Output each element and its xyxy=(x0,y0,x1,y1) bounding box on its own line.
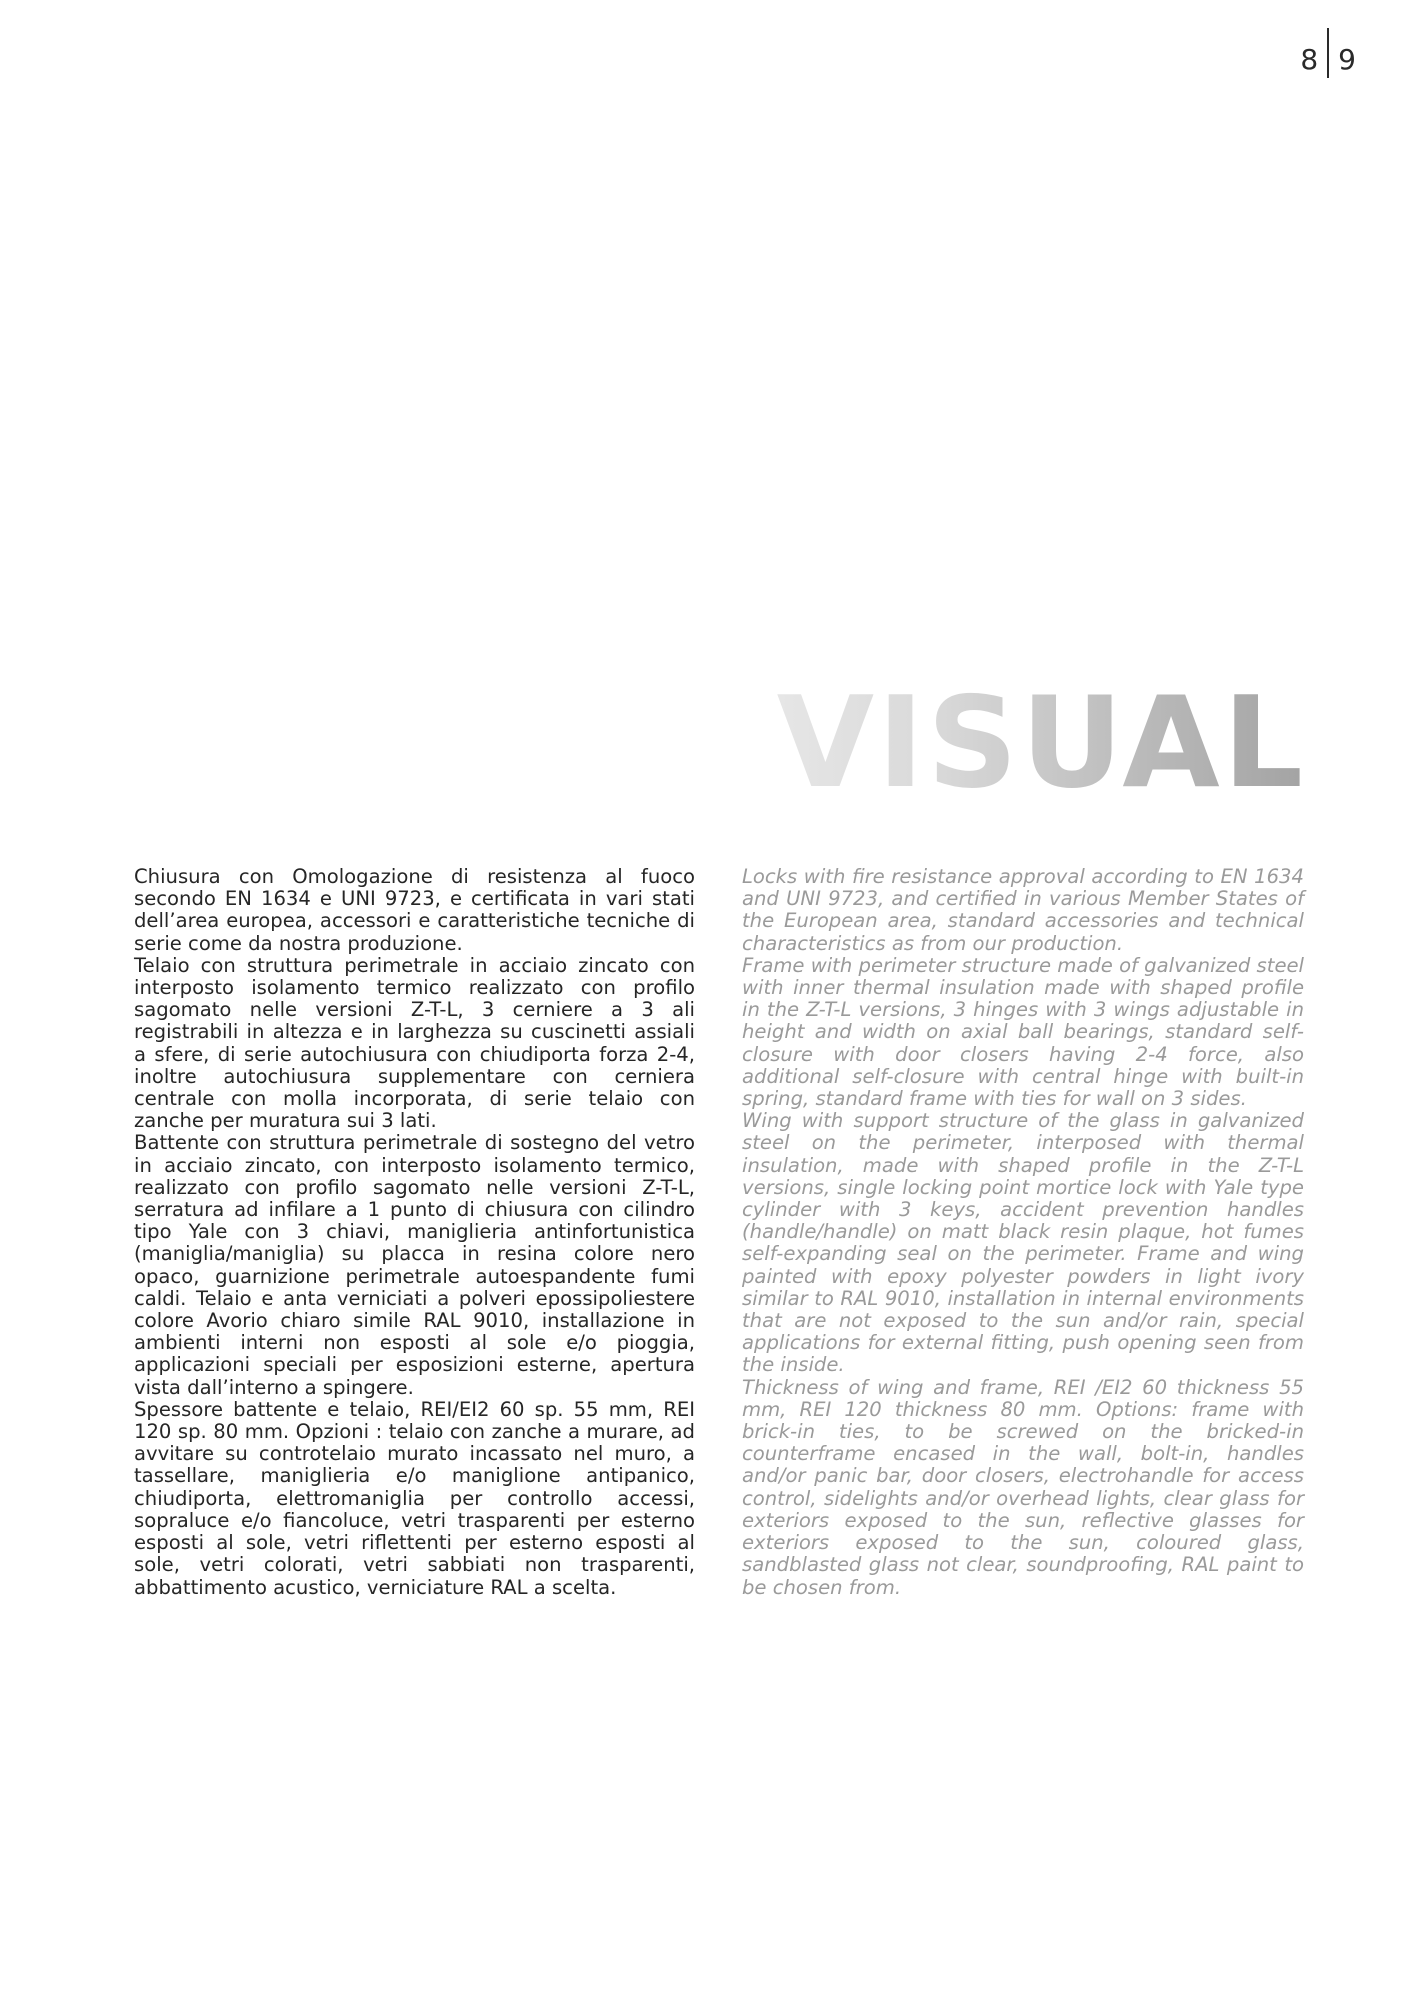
english-paragraph: Thickness of wing and frame, REI /EI2 60 thickness 55 mm, REI 120 thickness 80 mm. Options: frame with brick-in ties, to be screwed on the bricked-in counterframe encased in the wall, bolt-in, handles and/or panic bar, door closers, electrohandle for access control, sidelights and/or overhead lights, clear glass for exteriors exposed to the sun, reflective glasses for exteriors exposed to the sun, coloured glass, sandblasted glass not clear, soundproofing, RAL paint to be chosen from. xyxy=(742,1375,1304,1599)
italian-description xyxy=(134,866,695,1599)
italian-paragraph: Telaio con struttura perimetrale in acciaio zincato con interposto isolamento termico realizzato con profilo sagomato nelle versioni Z-T-L, 3 cerniere a 3 ali registrabili in altezza e in larghezza su cuscinetti assiali a sfere, di serie autochiusura con chiudiporta forza 2-4, inoltre autochiusura supplementare con cerniera centrale con molla incorporata, di serie telaio con zanche per muratura sui 3 lati. xyxy=(134,953,695,1133)
page-number-right: 9 xyxy=(1338,42,1356,76)
page-number-divider xyxy=(1327,28,1329,78)
page-number-left: 8 xyxy=(1300,42,1319,76)
italian-paragraph: Spessore battente e telaio, REI/EI2 60 sp. 55 mm, REI 120 sp. 80 mm. Opzioni : telaio con zanche a murare, ad avvitare su controtelaio murato incassato nel muro, a tassellare, maniglieria e/o maniglione antipanico, chiudiporta, elettromaniglia per controllo accessi, sopraluce e/o fiancoluce, vetri trasparenti per esterno esposti al sole, vetri riflettenti per esterno esposti al sole, vetri colorati, vetri sabbiati non trasparenti, abbattimento acustico, verniciature RAL a scelta. xyxy=(134,1397,695,1599)
italian-paragraph: Battente con struttura perimetrale di sostegno del vetro in acciaio zincato, con interposto isolamento termico, realizzato con profilo sagomato nelle versioni Z-T-L, serratura ad infilare a 1 punto di chiusura con cilindro tipo Yale con 3 chiavi, maniglieria antinfortunistica (maniglia/maniglia) su placca in resina colore nero opaco, guarnizione perimetrale autoespandente fumi caldi. Telaio e anta verniciati a polveri epossipoliestere colore Avorio chiaro simile RAL 9010, installazione in ambienti interni non esposti al sole e/o pioggia, applicazioni speciali per esposizioni esterne, apertura vista dall’interno a spingere. xyxy=(134,1131,695,1399)
italian-paragraph: Chiusura con Omologazione di resistenza al fuoco secondo EN 1634 e UNI 9723, e certificata in vari stati dell’area europea, accessori e caratteristiche tecniche di serie come da nostra produzione. xyxy=(134,865,695,955)
section-title: VISUAL xyxy=(776,669,1306,816)
english-paragraph: Locks with fire resistance approval according to EN 1634 and UNI 9723, and certified in various Member States of the European area, standard accessories and technical characteristics as from our production. xyxy=(742,865,1304,955)
english-paragraph: Wing with support structure of the glass in galvanized steel on the perimeter, interposed with thermal insulation, made with shaped profile in the Z-T-L versions, single locking point mortice lock with Yale type cylinder with 3 keys, accident prevention handles (handle/handle) on matt black resin plaque, hot fumes self-expanding seal on the perimeter. Frame and wing painted with epoxy polyester powders in light ivory similar to RAL 9010, installation in internal environments that are not exposed to the sun and/or rain, special applications for external fitting, push opening seen from the inside. xyxy=(742,1109,1304,1377)
english-paragraph: Frame with perimeter structure made of galvanized steel with inner thermal insulation made with shaped profile in the Z-T-L versions, 3 hinges with 3 wings adjustable in height and width on axial ball bearings, standard self-closure with door closers having 2-4 force, also additional self-closure with central hinge with built-in spring, standard frame with ties for wall on 3 sides. xyxy=(742,953,1304,1111)
english-description xyxy=(742,866,1304,1599)
page-numbers xyxy=(1300,34,1356,84)
